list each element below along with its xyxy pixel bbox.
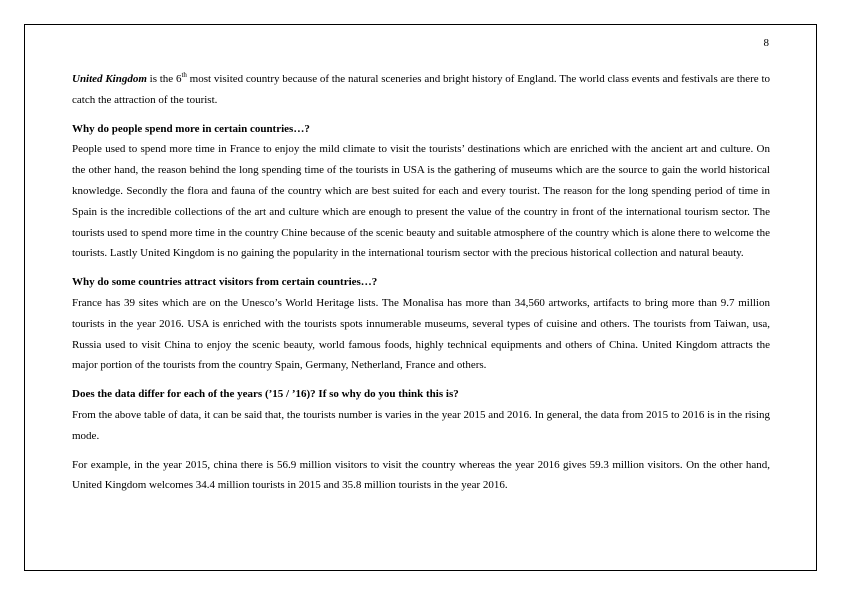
intro-paragraph	[72, 69, 770, 111]
section-paragraph-data-example: For example, in the year 2015, china there is 56.9 million visitors to visit the country whereas the year 2016 gives 59.3 million visitors. On the other hand, United Kingdom welcomes 34.4 million tourists in 2015 and 35.8 million tourists in the year 2016.	[72, 458, 770, 492]
intro-ordinal-suffix: th	[181, 71, 187, 79]
section-paragraph-data-summary: From the above table of data, it can be said that, the tourists number is varies in the year 2015 and 2016. In general, the data from 2015 to 2016 is in the rising mode.	[72, 408, 770, 442]
intro-text-after-sup: most visited country because of the natural sceneries and bright history of England. The world class events and festivals are there to catch the attraction of the tourist.	[72, 73, 771, 106]
section-heading-data-difference: Does the data differ for each of the years (’15 / ’16)? If so why do you think this is?	[72, 388, 459, 401]
section-heading-spending: Why do people spend more in certain countries…?	[72, 122, 310, 135]
section-paragraph-spending: People used to spend more time in France to enjoy the mild climate to visit the tourists’ destinations which are enriched with the ancient art and culture. On the other hand, the reason behind the long spending time of the tourists in USA is the gathering of museums which are the source to gain the world historical knowledge. Secondly the flora and fauna of the country which are best suited for each and every tourist. The reason for the long spending period of time in Spain is the incredible collections of the art and culture which are enough to present the value of the country in front of the international tourism sector. The tourists used to spend more time in the country Chine because of the scenic beauty and suitable atmosphere of the country which is alone there to welcome the tourists. Lastly United Kingdom is no gaining the popularity in the international tourism sector with the precious historical collection and natural beauty.	[72, 143, 770, 260]
intro-text-before-sup: is the 6	[146, 73, 182, 85]
page-number: 8	[763, 37, 769, 49]
document-body	[72, 69, 770, 496]
section-heading-attraction: Why do some countries attract visitors from certain countries…?	[72, 276, 378, 289]
document-page	[24, 24, 817, 571]
section-paragraph-attraction: France has 39 sites which are on the Unesco’s World Heritage lists. The Monalisa has more than 34,560 artworks, artifacts to bring more than 9.7 million tourists in the year 2016. USA is enriched with the tourists spots innumerable museums, several types of cuisine and others. The tourists from Taiwan, usa, Russia used to visit China to enjoy the scenic beauty, world famous foods, highly technical equipments and others of China. United Kingdom attracts the major portion of the tourists from the country Spain, Germany, Netherland, France and others.	[72, 296, 770, 372]
intro-country-name: United Kingdom	[72, 73, 147, 85]
